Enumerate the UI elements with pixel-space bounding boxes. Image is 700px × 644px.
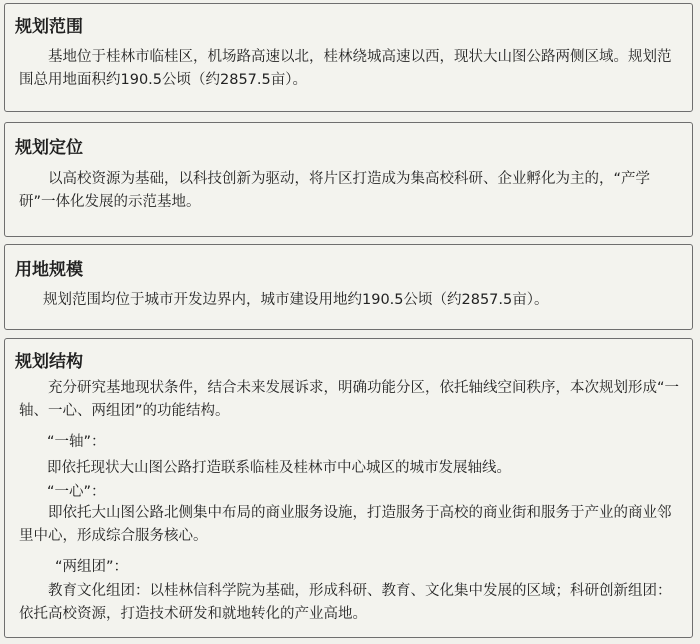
section-planning-structure [4,338,693,638]
core-label: “一心”： [47,484,106,500]
section-title: 规划结构 [15,352,83,372]
section-body: 规划范围均位于城市开发边界内，城市建设用地约190.5公顷（约2857.5亩）。 [43,292,549,308]
core-text: 即依托大山图公路北侧集中布局的商业服务设施，打造服务于高校的商业街和服务于产业的商业邻里中心，形成综合服务核心。 [19,505,672,544]
section-body: 以高校资源为基础，以科技创新为驱动，将片区打造成为集高校科研、企业孵化为主的，“产学研”一体化发展的示范基地。 [19,171,651,210]
clusters-label: “两组团”： [55,559,129,575]
section-planning-positioning [4,122,693,237]
section-planning-scope [4,3,693,112]
section-title: 规划定位 [15,138,83,158]
axis-label: “一轴”： [47,434,106,450]
section-title: 用地规模 [15,260,83,280]
section-land-scale [4,244,693,330]
structure-intro: 充分研究基地现状条件，结合未来发展诉求，明确功能分区，依托轴线空间秩序，本次规划形成“一轴、一心、两组团”的功能结构。 [19,380,680,419]
axis-text: 即依托现状大山图公路打造联系临桂及桂林市中心城区的城市发展轴线。 [47,460,511,476]
section-title: 规划范围 [15,17,83,37]
clusters-text: 教育文化组团：以桂林信科学院为基础，形成科研、教育、文化集中发展的区域；科研创新组团：依托高校资源，打造技术研发和就地转化的产业高地。 [19,583,672,622]
section-body: 基地位于桂林市临桂区，机场路高速以北，桂林绕城高速以西，现状大山图公路两侧区域。规划范围总用地面积约190.5公顷（约2857.5亩）。 [19,49,672,88]
